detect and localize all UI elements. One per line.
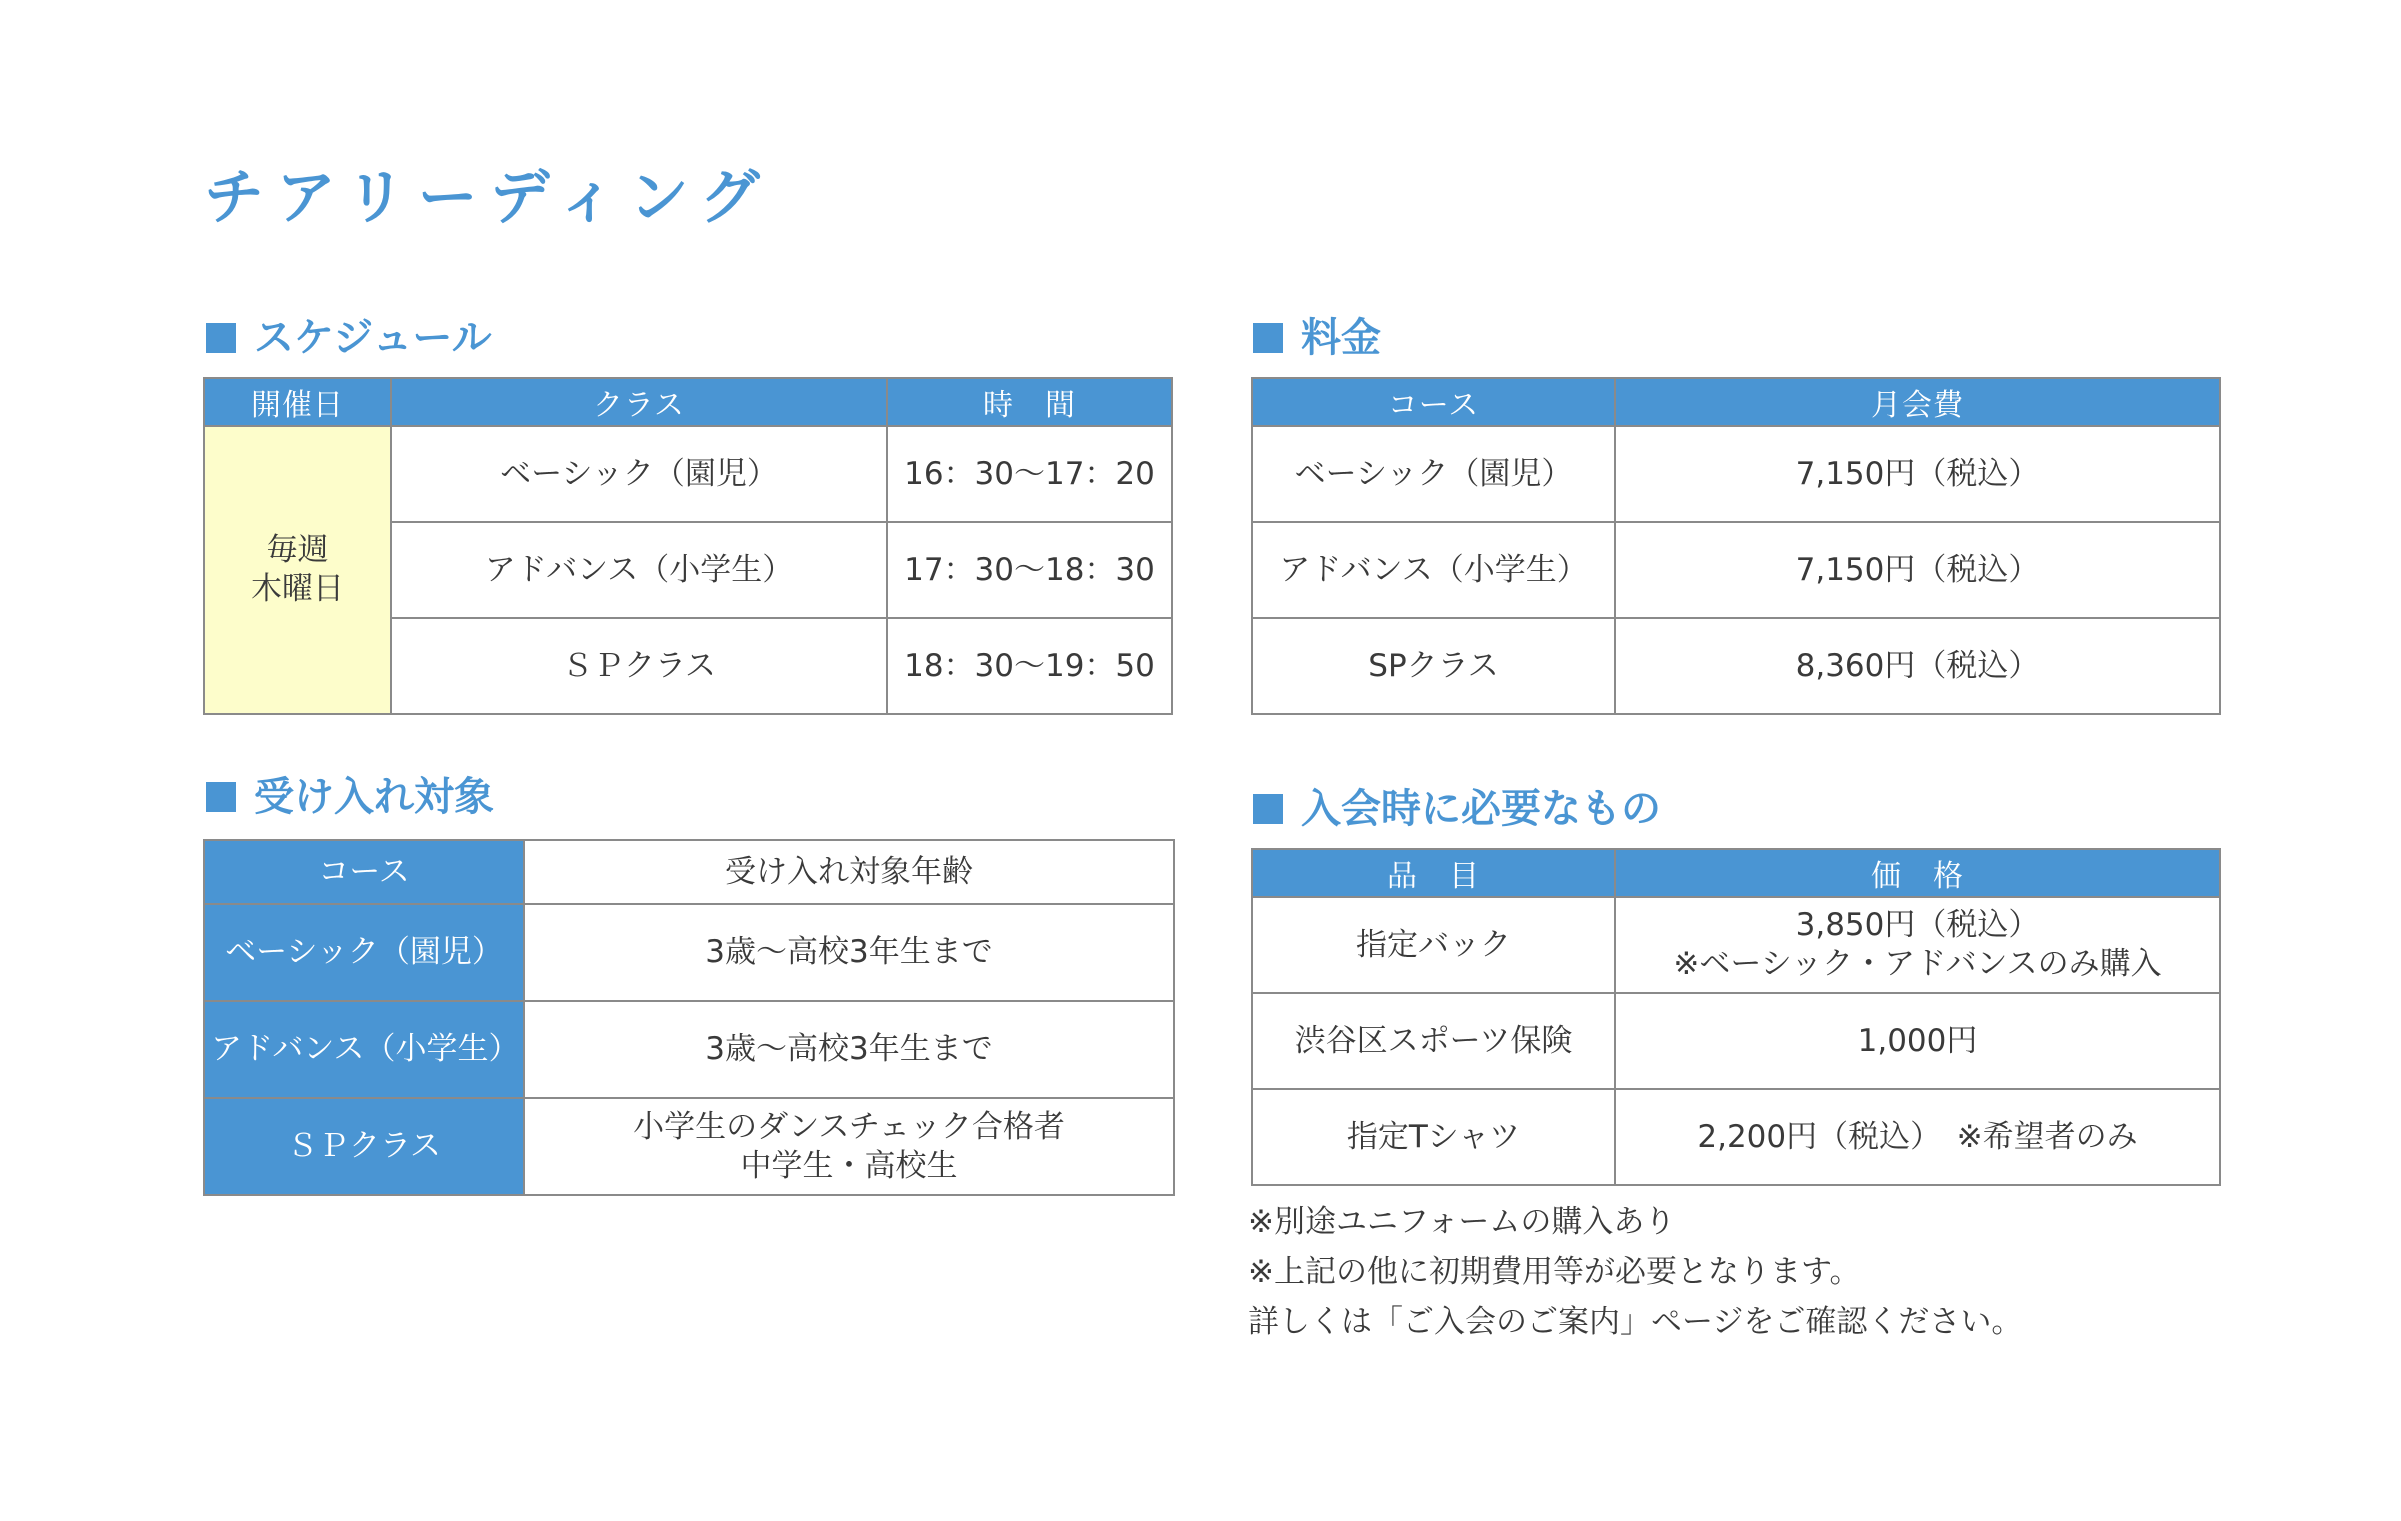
- required-items-heading: [1253, 786, 1661, 832]
- item-cell: 渋谷区スポーツ保険: [1252, 993, 1615, 1089]
- table-header-row: [204, 378, 1172, 426]
- square-bullet-icon: [206, 782, 236, 812]
- course-cell: ＳＰクラス: [204, 1098, 524, 1195]
- table-row: [204, 904, 1174, 1001]
- age-cell: [524, 1098, 1174, 1195]
- item-cell: 指定Tシャツ: [1252, 1089, 1615, 1185]
- fees-table: [1251, 377, 2221, 715]
- table-header-row: [1252, 378, 2220, 426]
- schedule-table: [203, 377, 1173, 715]
- square-bullet-icon: [1253, 794, 1283, 824]
- fee-cell: 7,150円（税込）: [1615, 522, 2220, 618]
- eligibility-heading-text: 受け入れ対象: [254, 774, 494, 820]
- header-monthly-fee: 月会費: [1615, 378, 2220, 426]
- table-row: [1252, 618, 2220, 714]
- header-course: コース: [204, 840, 524, 904]
- table-row: [1252, 1089, 2220, 1185]
- price-line-1: 3,850円（税込）: [1795, 907, 2040, 944]
- fee-cell: 8,360円（税込）: [1615, 618, 2220, 714]
- age-cell: 3歳〜高校3年生まで: [524, 904, 1174, 1001]
- fees-heading-text: 料金: [1301, 315, 1381, 361]
- day-cell: [204, 426, 391, 714]
- eligibility-table: [203, 839, 1175, 1196]
- header-day: 開催日: [204, 378, 391, 426]
- course-cell: SPクラス: [1252, 618, 1615, 714]
- eligibility-heading: [206, 774, 494, 820]
- table-row: [1252, 993, 2220, 1089]
- table-row: [1252, 897, 2220, 993]
- table-header-row: [204, 840, 1174, 904]
- note-line: 詳しくは「ご入会のご案内」ページをご確認ください。: [1248, 1304, 2023, 1340]
- price-line-2: ※ベーシック・アドバンスのみ購入: [1673, 946, 2162, 982]
- page-title: チアリーディング: [204, 163, 772, 233]
- header-course: コース: [1252, 378, 1615, 426]
- time-cell: 18：30〜19：50: [887, 618, 1172, 714]
- class-cell: アドバンス（小学生）: [391, 522, 887, 618]
- course-cell: ベーシック（園児）: [204, 904, 524, 1001]
- table-row: [204, 426, 1172, 522]
- square-bullet-icon: [206, 323, 236, 353]
- note-line: ※上記の他に初期費用等が必要となります。: [1248, 1254, 1861, 1290]
- square-bullet-icon: [1253, 323, 1283, 353]
- header-price: 価 格: [1615, 849, 2220, 897]
- age-line-1: 小学生のダンスチェック合格者: [633, 1108, 1065, 1145]
- schedule-heading: [206, 315, 492, 361]
- day-line-2: 木曜日: [251, 571, 344, 607]
- table-row: [204, 1098, 1174, 1195]
- table-row: [204, 1001, 1174, 1098]
- age-cell: 3歳〜高校3年生まで: [524, 1001, 1174, 1098]
- class-cell: ＳＰクラス: [391, 618, 887, 714]
- table-row: [1252, 426, 2220, 522]
- time-cell: 16：30〜17：20: [887, 426, 1172, 522]
- required-items-heading-text: 入会時に必要なもの: [1301, 786, 1661, 832]
- course-cell: アドバンス（小学生）: [204, 1001, 524, 1098]
- course-cell: ベーシック（園児）: [1252, 426, 1615, 522]
- item-cell: 指定バック: [1252, 897, 1615, 993]
- schedule-heading-text: スケジュール: [254, 315, 492, 361]
- header-time: 時 間: [887, 378, 1172, 426]
- price-cell: [1615, 897, 2220, 993]
- header-age: 受け入れ対象年齢: [524, 840, 1174, 904]
- header-class: クラス: [391, 378, 887, 426]
- table-header-row: [1252, 849, 2220, 897]
- class-cell: ベーシック（園児）: [391, 426, 887, 522]
- price-cell: 2,200円（税込） ※希望者のみ: [1615, 1089, 2220, 1185]
- fee-cell: 7,150円（税込）: [1615, 426, 2220, 522]
- age-line-2: 中学生・高校生: [740, 1147, 958, 1184]
- notes: [1248, 1197, 2022, 1347]
- price-cell: 1,000円: [1615, 993, 2220, 1089]
- header-item: 品 目: [1252, 849, 1615, 897]
- required-items-table: [1251, 848, 2221, 1186]
- time-cell: 17：30〜18：30: [887, 522, 1172, 618]
- course-cell: アドバンス（小学生）: [1252, 522, 1615, 618]
- table-row: [1252, 522, 2220, 618]
- note-line: ※別途ユニフォームの購入あり: [1248, 1204, 1676, 1240]
- fees-heading: [1253, 315, 1381, 361]
- day-line-1: 毎週: [266, 532, 329, 569]
